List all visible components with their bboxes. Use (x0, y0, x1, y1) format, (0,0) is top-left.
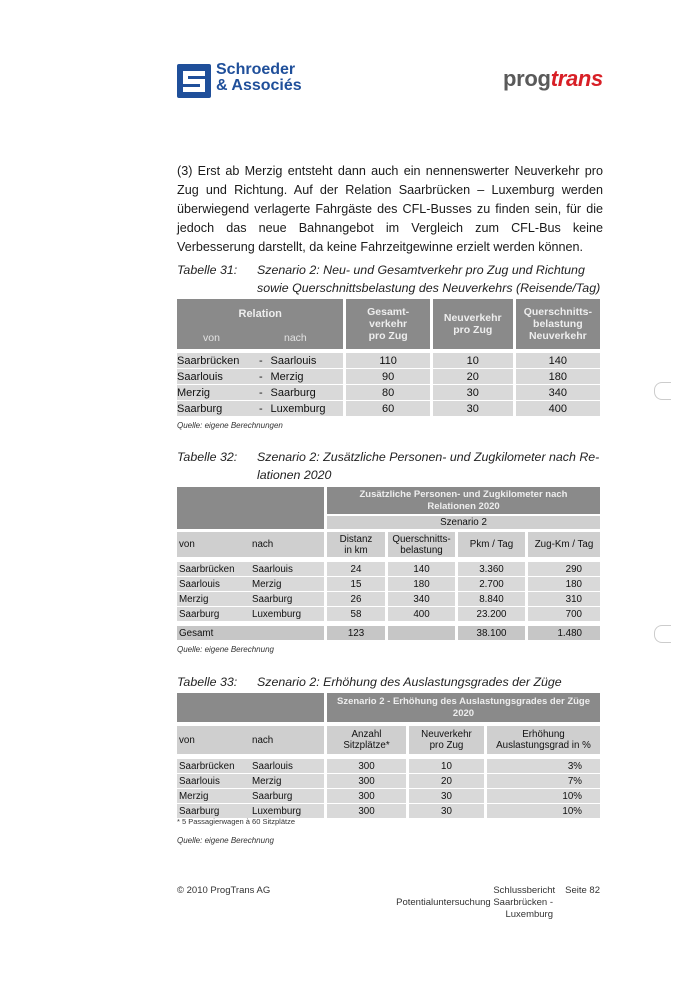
cell-quer: 180 (516, 368, 600, 384)
cell-von: Merzig (177, 592, 252, 607)
cell-sitzplaetze: 300 (327, 804, 409, 818)
cell-dash: - (254, 368, 267, 384)
cell-erhoehung: 7% (487, 774, 600, 789)
cell-pkm: 23.200 (458, 607, 528, 621)
table32-label: Tabelle 32: (177, 450, 238, 464)
cell-quer: 400 (388, 607, 458, 621)
gesamt-header: Gesamt-verkehr pro Zug (346, 299, 432, 349)
table31-caption-line1: Szenario 2: Neu- und Gesamtverkehr pro Zug und Richtung (257, 263, 585, 277)
cell-neuverkehr: 30 (409, 789, 487, 804)
cell-nach: Saarlouis (252, 759, 327, 774)
cell-neuverkehr: 30 (409, 804, 487, 818)
table31-source: Quelle: eigene Berechnungen (177, 421, 283, 430)
cell-quer: 180 (388, 577, 458, 592)
brand-suffix: trans (550, 66, 603, 91)
cell-von: Saarlouis (177, 368, 254, 384)
cell-nach: Merzig (252, 774, 327, 789)
table31-relation-header (177, 299, 346, 349)
cell-nach: Saarlouis (268, 352, 347, 368)
nach-header: nach (252, 532, 327, 557)
cell-von: Saarbrücken (177, 759, 252, 774)
nach-label: nach (284, 332, 307, 344)
cell-sitzplaetze: 300 (327, 774, 409, 789)
table33-title-header: Szenario 2 - Erhöhung des Auslastungsgrades der Züge 2020 (327, 693, 600, 722)
cell-von: Saarbrücken (177, 352, 254, 368)
footer-copyright: © 2010 ProgTrans AG (177, 885, 271, 896)
cell-neuverkehr: 20 (409, 774, 487, 789)
cell-von: Saarbrücken (177, 562, 252, 577)
footer-report: Schlussbericht (493, 885, 556, 896)
pkm-header: Pkm / Tag (458, 532, 528, 557)
table-row (177, 789, 600, 804)
cell-neuverkehr: 10 (409, 759, 487, 774)
cell-dash: - (254, 352, 267, 368)
cell-dash: - (254, 384, 267, 400)
cell-quer: 340 (388, 592, 458, 607)
table31-caption (257, 261, 602, 297)
table32 (177, 487, 600, 640)
cell-distanz: 24 (327, 562, 388, 577)
cell-sitzplaetze: 300 (327, 759, 409, 774)
cell-zugkm: 290 (528, 562, 600, 577)
distanz-header: Distanz in km (327, 532, 388, 557)
logo-line-2: & Associés (216, 77, 302, 94)
cell-nach: Saarburg (268, 384, 347, 400)
table32-caption (257, 448, 602, 484)
table33-title-row (177, 693, 600, 722)
cell-nach: Saarburg (252, 789, 327, 804)
querschnitt-header: Querschnitts-belastung Neuverkehr (516, 299, 600, 349)
total-label: Gesamt (177, 626, 252, 640)
company-logo-text (216, 62, 302, 94)
cell-gesamt: 90 (346, 368, 432, 384)
von-header: von (177, 726, 252, 754)
cell-neu: 30 (433, 384, 516, 400)
table-row (177, 759, 600, 774)
binding-mark-top (654, 382, 671, 400)
cell-gesamt: 80 (346, 384, 432, 400)
cell-zugkm: 700 (528, 607, 600, 621)
table-row (177, 592, 600, 607)
cell-pkm: 2.700 (458, 577, 528, 592)
cell-gesamt: 110 (346, 352, 432, 368)
table-row (177, 804, 600, 818)
table33-empty-header (177, 693, 327, 722)
table-row (177, 384, 600, 400)
table33-column-header-row (177, 726, 600, 754)
cell-nach: Saarburg (252, 592, 327, 607)
table31 (177, 299, 600, 416)
scenario-header: Szenario 2 (327, 514, 600, 529)
table31-caption-line2: sowie Querschnittsbelastung des Neuverkehrs (Reisende/Tag) (257, 281, 601, 295)
cell-distanz: 58 (327, 607, 388, 621)
cell-von: Merzig (177, 789, 252, 804)
table33-source: Quelle: eigene Berechnung (177, 836, 274, 845)
sitzplaetze-header: Anzahl Sitzplätze* (327, 726, 409, 754)
table32-title-header: Zusätzliche Personen- und Zugkilometer nach Relationen 2020 (327, 487, 600, 514)
cell-neu: 20 (433, 368, 516, 384)
cell-zugkm: 180 (528, 577, 600, 592)
cell-sitzplaetze: 300 (327, 789, 409, 804)
cell-distanz: 15 (327, 577, 388, 592)
table33-footnote: * 5 Passagierwagen à 60 Sitzplätze (177, 817, 295, 826)
total-quer-empty (388, 626, 458, 640)
cell-nach: Merzig (268, 368, 347, 384)
footer-page: Seite 82 (565, 885, 600, 896)
cell-quer: 400 (516, 400, 600, 416)
cell-von: Merzig (177, 384, 254, 400)
cell-neu: 10 (433, 352, 516, 368)
footer-project: Potentialuntersuchung Saarbrücken - Luxemburg (396, 897, 553, 920)
cell-zugkm: 310 (528, 592, 600, 607)
total-zugkm: 1.480 (528, 626, 600, 640)
querschnitt-header: Querschnitts-belastung (388, 532, 458, 557)
cell-nach: Saarlouis (252, 562, 327, 577)
neuverkehr-header: Neuverkehr pro Zug (409, 726, 487, 754)
table33-label: Tabelle 33: (177, 675, 238, 689)
logo-line-1: Schroeder (216, 61, 296, 78)
total-pkm: 38.100 (458, 626, 528, 640)
table32-caption-line2: lationen 2020 (257, 468, 332, 482)
table32-title-row (177, 487, 600, 514)
cell-von: Saarburg (177, 400, 254, 416)
cell-von: Saarlouis (177, 774, 252, 789)
cell-von: Saarburg (177, 804, 252, 818)
cell-nach: Merzig (252, 577, 327, 592)
cell-gesamt: 60 (346, 400, 432, 416)
cell-neu: 30 (433, 400, 516, 416)
table33-caption: Szenario 2: Erhöhung des Auslastungsgrades der Züge (257, 675, 562, 689)
table32-empty-header (177, 487, 327, 529)
table-row (177, 352, 600, 368)
table31-header-row (177, 299, 600, 349)
total-empty (252, 626, 327, 640)
brand-prefix: prog (503, 66, 551, 91)
binding-mark-bottom (654, 625, 671, 643)
von-header: von (177, 532, 252, 557)
cell-erhoehung: 10% (487, 804, 600, 818)
cell-von: Saarburg (177, 607, 252, 621)
table32-column-header-row (177, 532, 600, 557)
nach-header: nach (252, 726, 327, 754)
cell-nach: Luxemburg (252, 607, 327, 621)
table-row (177, 577, 600, 592)
cell-von: Saarlouis (177, 577, 252, 592)
table31-label: Tabelle 31: (177, 263, 238, 277)
table33 (177, 693, 600, 818)
cell-dash: - (254, 400, 267, 416)
zugkm-header: Zug-Km / Tag (528, 532, 600, 557)
cell-nach: Luxemburg (268, 400, 347, 416)
table-row (177, 774, 600, 789)
von-label: von (203, 332, 220, 344)
cell-quer: 140 (516, 352, 600, 368)
table32-caption-line1: Szenario 2: Zusätzliche Personen- und Zugkilometer nach Re- (257, 450, 600, 464)
table-row (177, 607, 600, 621)
erhoehung-header: Erhöhung Auslastungsgrad in % (487, 726, 600, 754)
neuverkehr-header: Neuverkehr pro Zug (433, 299, 516, 349)
cell-erhoehung: 10% (487, 789, 600, 804)
cell-erhoehung: 3% (487, 759, 600, 774)
footer-report-line (356, 885, 600, 897)
cell-distanz: 26 (327, 592, 388, 607)
table-row (177, 400, 600, 416)
table32-total-row (177, 626, 600, 640)
body-paragraph: (3) Erst ab Merzig entsteht dann auch ein nennenswerter Neuverkehr pro Zug und Richtung. Auf der Relation Saarbrücken – Luxemburg werden überwiegend verlagerte Fahrgäste des CFL-Busses zu finden sein, für die jedoch das neue Bahnangebot im Vergleich zum CFL-Bus keine Verbesserung darstellt, da keine Fahrzeitgewinne erzielt werden können. (177, 164, 603, 254)
cell-nach: Luxemburg (252, 804, 327, 818)
table32-source: Quelle: eigene Berechnung (177, 645, 274, 654)
progtrans-brand (503, 66, 603, 92)
cell-pkm: 3.360 (458, 562, 528, 577)
cell-quer: 140 (388, 562, 458, 577)
table-row (177, 562, 600, 577)
schroeder-logo-icon (177, 64, 211, 98)
relation-label: Relation (238, 308, 282, 320)
cell-quer: 340 (516, 384, 600, 400)
total-distanz: 123 (327, 626, 388, 640)
cell-pkm: 8.840 (458, 592, 528, 607)
table-row (177, 368, 600, 384)
footer-info (356, 885, 600, 921)
